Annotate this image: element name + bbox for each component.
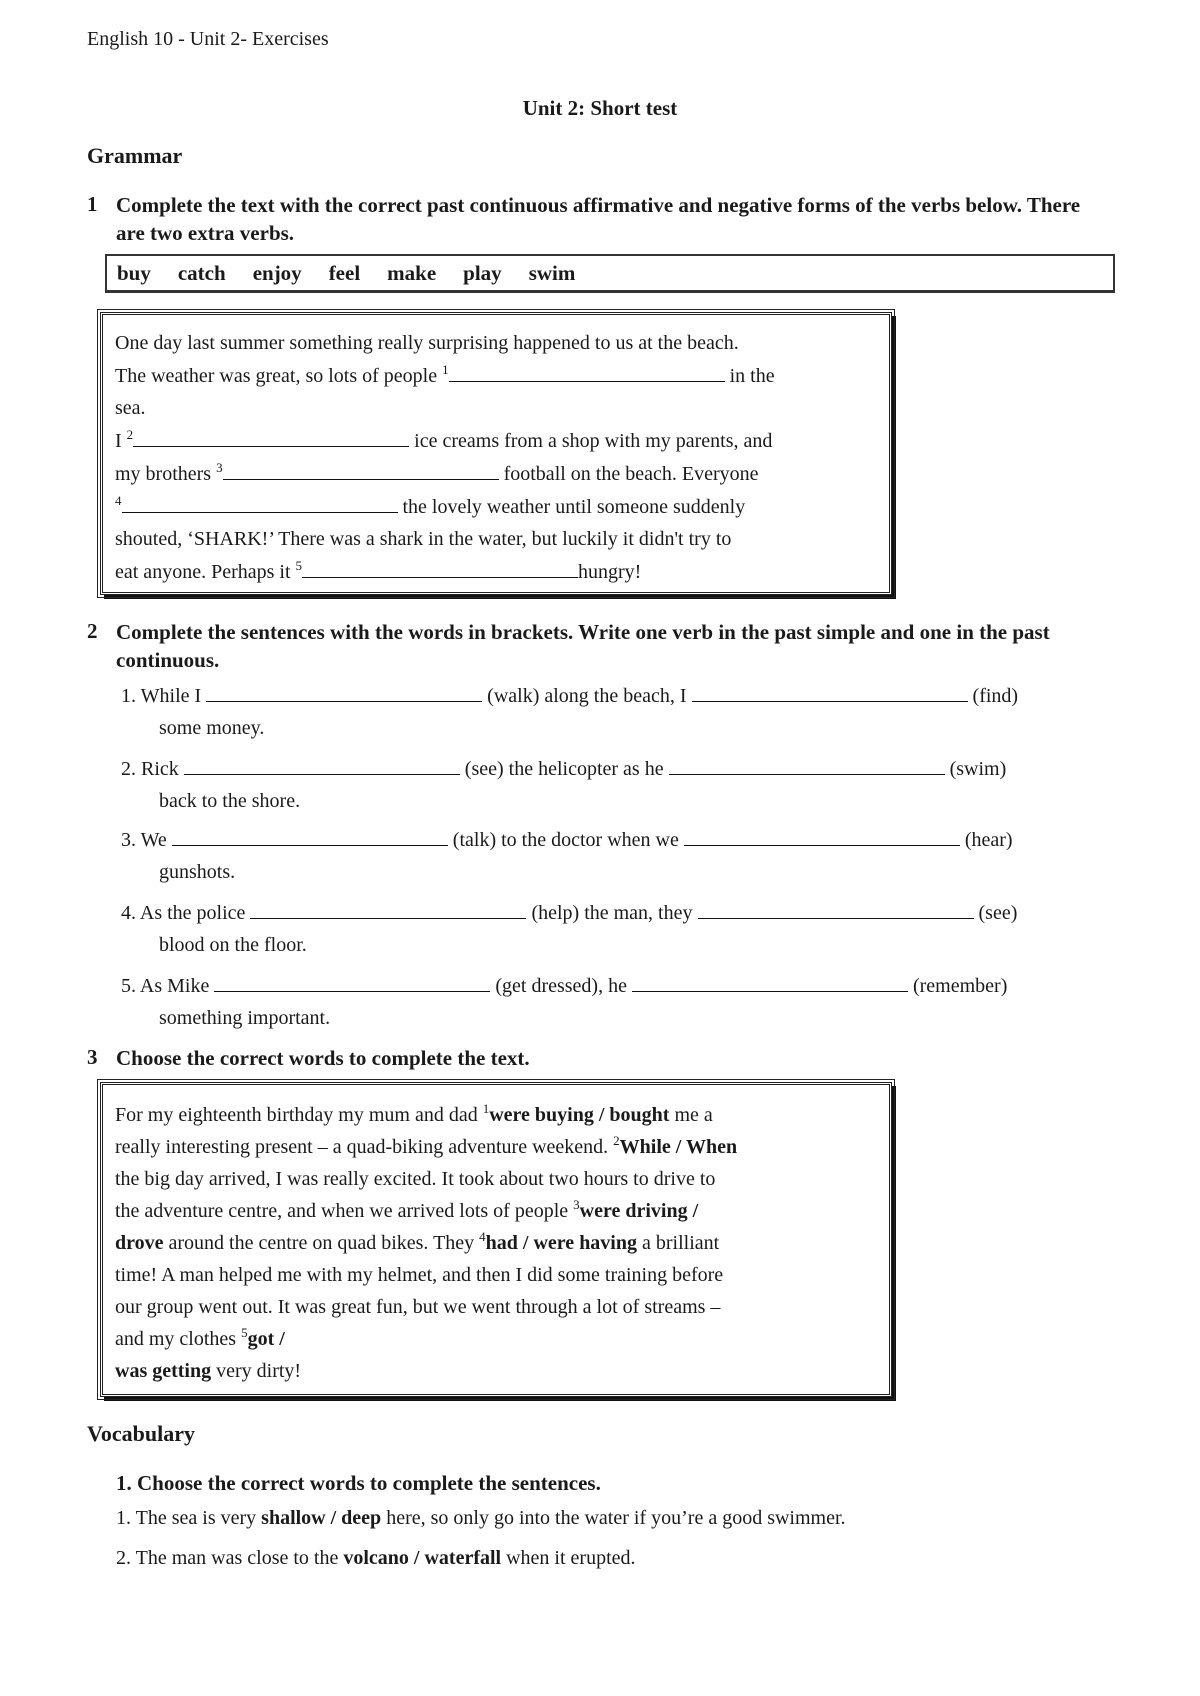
q3-line: For my eighteenth birthday my mum and dad $^1$were buying / bought me a (115, 1101, 713, 1126)
answer-blank[interactable] (172, 823, 448, 846)
answer-blank[interactable] (214, 969, 490, 992)
q2-instruction: Complete the sentences with the words in brackets. Write one verb in the past simple and one in the past continuous. (116, 620, 1050, 672)
gap-number: 3 (216, 460, 223, 475)
q3-instruction: Choose the correct words to complete the text. (116, 1046, 530, 1070)
grammar-heading: Grammar (87, 143, 183, 168)
answer-blank[interactable] (632, 969, 908, 992)
q3-line: really interesting present – a quad-biking adventure weekend. $^2$While / When (115, 1133, 738, 1158)
answer-blank[interactable] (669, 752, 945, 775)
q1-instruction: Complete the text with the correct past continuous affirmative and negative forms of the verbs below. There are two extra verbs. (116, 193, 1081, 245)
choice-5b[interactable]: was getting (115, 1360, 212, 1382)
gap-number: 5 (241, 1325, 248, 1340)
answer-blank[interactable] (684, 823, 960, 846)
word-make: make (387, 260, 437, 285)
vocab-q1-instruction: 1. Choose the correct words to complete the sentences. (116, 1471, 601, 1495)
q1-line: The weather was great, so lots of people $^1$ in the (115, 359, 879, 392)
q1-line: eat anyone. Perhaps it $^5$ hungry! (115, 555, 879, 588)
q3-line: drove around the centre on quad bikes. They $^4$had / were having a brilliant (115, 1229, 720, 1254)
choice-3a[interactable]: were driving / (579, 1200, 699, 1222)
q3-line: time! A man helped me with my helmet, and then I did some training before (115, 1264, 724, 1286)
choice-1[interactable]: were buying / bought (489, 1104, 670, 1126)
word-play: play (463, 260, 502, 285)
answer-blank[interactable] (223, 457, 499, 480)
q2-item: 2. Rick (see) the helicopter as he (swim) back to the shore. (121, 752, 1106, 817)
q3-line: the big day arrived, I was really excited. It took about two hours to drive to (115, 1168, 716, 1190)
gap-number: 2 (613, 1133, 620, 1148)
answer-blank[interactable] (206, 679, 482, 702)
choice-4[interactable]: had / were having (485, 1232, 637, 1254)
q2-item: 4. As the police (help) the man, they (see) blood on the floor. (121, 896, 1106, 961)
q1-text-box (100, 312, 892, 595)
q1-line: $^4$ the lovely weather until someone suddenly (115, 490, 879, 523)
q2-item: 1. While I (walk) along the beach, I (find) some money. (121, 679, 1106, 744)
q1-number: 1 (87, 192, 98, 216)
q2-item: 5. As Mike (get dressed), he (remember) something important. (121, 969, 1106, 1034)
gap-number: 2 (126, 427, 134, 442)
q2-item: 3. We (talk) to the doctor when we (hear) gunshots. (121, 823, 1106, 888)
q1-line: my brothers $^3$ football on the beach. Everyone (115, 457, 879, 490)
q1-line: I $^2$ ice creams from a shop with my parents, and (115, 424, 879, 457)
word-enjoy: enjoy (252, 260, 302, 285)
answer-blank[interactable] (692, 679, 968, 702)
answer-blank[interactable] (302, 555, 578, 578)
answer-blank[interactable] (698, 896, 974, 919)
page-title: Unit 2: Short test (522, 96, 678, 120)
gap-number: 1 (442, 362, 449, 377)
q3-text-box (100, 1082, 892, 1397)
vocabulary-heading: Vocabulary (87, 1421, 195, 1446)
vocab-choice[interactable]: volcano / waterfall (343, 1547, 502, 1569)
q2-number: 2 (87, 619, 98, 643)
word-catch: catch (177, 260, 226, 285)
q1-line: shouted, ‘SHARK!’ There was a shark in the water, but luckily it didn't try to (115, 528, 732, 550)
answer-blank[interactable] (184, 752, 460, 775)
page-header: English 10 - Unit 2- Exercises (87, 28, 329, 50)
vocab-choice[interactable]: shallow / deep (261, 1507, 382, 1529)
q3-line: and my clothes $^5$got / (115, 1325, 285, 1350)
q3-number: 3 (87, 1045, 98, 1069)
gap-number: 4 (115, 493, 122, 508)
answer-blank[interactable] (250, 896, 526, 919)
word-feel: feel (328, 260, 361, 285)
q1-line: sea. (115, 397, 146, 419)
answer-blank[interactable] (449, 359, 725, 382)
q3-line: was getting very dirty! (115, 1360, 302, 1382)
choice-3b[interactable]: drove (115, 1232, 164, 1254)
q1-line: One day last summer something really surprising happened to us at the beach. (115, 332, 739, 354)
vocab-item: 1. The sea is very shallow / deep here, so only go into the water if you’re a good swimmer. (116, 1507, 846, 1529)
choice-2[interactable]: While / When (619, 1136, 738, 1158)
gap-number: 5 (295, 558, 302, 573)
q3-line: our group went out. It was great fun, but we went through a lot of streams – (115, 1296, 721, 1318)
answer-blank[interactable] (133, 424, 409, 447)
q3-line: the adventure centre, and when we arrived lots of people $^3$were driving / (115, 1197, 699, 1222)
gap-number: 3 (573, 1197, 580, 1212)
word-buy: buy (117, 260, 151, 285)
answer-blank[interactable] (122, 490, 398, 513)
gap-number: 1 (482, 1101, 490, 1116)
word-box (105, 254, 1115, 293)
gap-number: 4 (479, 1229, 486, 1244)
word-swim: swim (528, 260, 576, 285)
choice-5a[interactable]: got / (247, 1328, 285, 1350)
vocab-item: 2. The man was close to the volcano / waterfall when it erupted. (116, 1547, 636, 1569)
